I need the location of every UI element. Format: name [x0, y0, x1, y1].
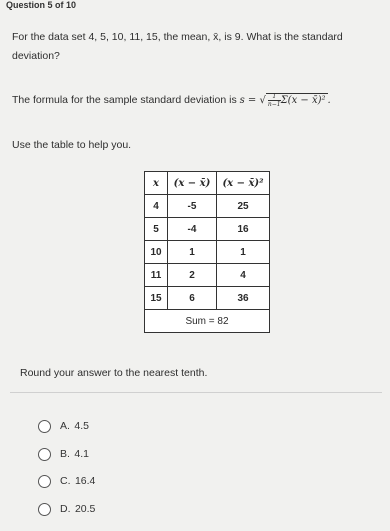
question-text-line2: deviation? — [12, 50, 60, 62]
option-a[interactable] — [38, 418, 89, 434]
table-cell: 1 — [217, 241, 270, 264]
option-letter: C. — [60, 475, 71, 487]
table-header-deviation: (x − x̄) — [168, 172, 217, 195]
sqrt-icon: √ — [259, 95, 266, 106]
radio-button[interactable] — [38, 420, 51, 433]
table-row — [145, 218, 270, 241]
table-row — [145, 264, 270, 287]
option-c[interactable] — [38, 473, 95, 489]
table-sum: Sum = 82 — [145, 310, 270, 333]
divider — [10, 392, 382, 393]
table-sum-row — [145, 310, 270, 333]
table-row — [145, 287, 270, 310]
table-hint: Use the table to help you. — [12, 139, 132, 151]
data-table — [144, 171, 270, 333]
table-cell: 16 — [217, 218, 270, 241]
formula — [240, 93, 331, 106]
formula-end: . — [327, 95, 331, 106]
table-row — [145, 195, 270, 218]
formula-intro: The formula for the sample standard deviation is — [12, 94, 237, 106]
formula-frac-num: 1 — [268, 93, 281, 101]
table-cell: 4 — [145, 195, 168, 218]
table-cell: 2 — [168, 264, 217, 287]
formula-frac-den: n−1 — [267, 101, 281, 108]
option-letter: A. — [60, 420, 70, 432]
formula-body: Σ(x − x̄)² — [280, 95, 326, 106]
table-cell: -4 — [168, 218, 217, 241]
table-header-x: x — [145, 172, 168, 195]
table-row — [145, 241, 270, 264]
option-value: 4.1 — [74, 448, 89, 460]
option-d[interactable] — [38, 501, 95, 517]
table-cell: 5 — [145, 218, 168, 241]
option-letter: D. — [60, 503, 71, 515]
table-cell: 11 — [145, 264, 168, 287]
question-text-line1: For the data set 4, 5, 10, 11, 15, the mean, x̄, is 9. What is the standard — [12, 31, 343, 43]
radio-button[interactable] — [38, 503, 51, 516]
table-cell: -5 — [168, 195, 217, 218]
formula-fraction — [268, 93, 281, 108]
question-number: Question 5 of 10 — [6, 0, 77, 10]
option-letter: B. — [60, 448, 70, 460]
formula-lhs: s = — [239, 95, 260, 106]
table-cell: 15 — [145, 287, 168, 310]
table-cell: 10 — [145, 241, 168, 264]
table-cell: 25 — [217, 195, 270, 218]
table-header-squared: (x − x̄)² — [217, 172, 270, 195]
radio-button[interactable] — [38, 475, 51, 488]
table-cell: 6 — [168, 287, 217, 310]
table-cell: 4 — [217, 264, 270, 287]
table-header-row — [145, 172, 270, 195]
round-instruction: Round your answer to the nearest tenth. — [20, 367, 208, 379]
option-value: 20.5 — [74, 503, 96, 515]
option-b[interactable] — [38, 446, 89, 462]
option-value: 4.5 — [74, 420, 89, 432]
option-value: 16.4 — [74, 475, 96, 487]
radio-button[interactable] — [38, 448, 51, 461]
table-cell: 1 — [168, 241, 217, 264]
formula-line — [12, 93, 331, 108]
table-cell: 36 — [217, 287, 270, 310]
